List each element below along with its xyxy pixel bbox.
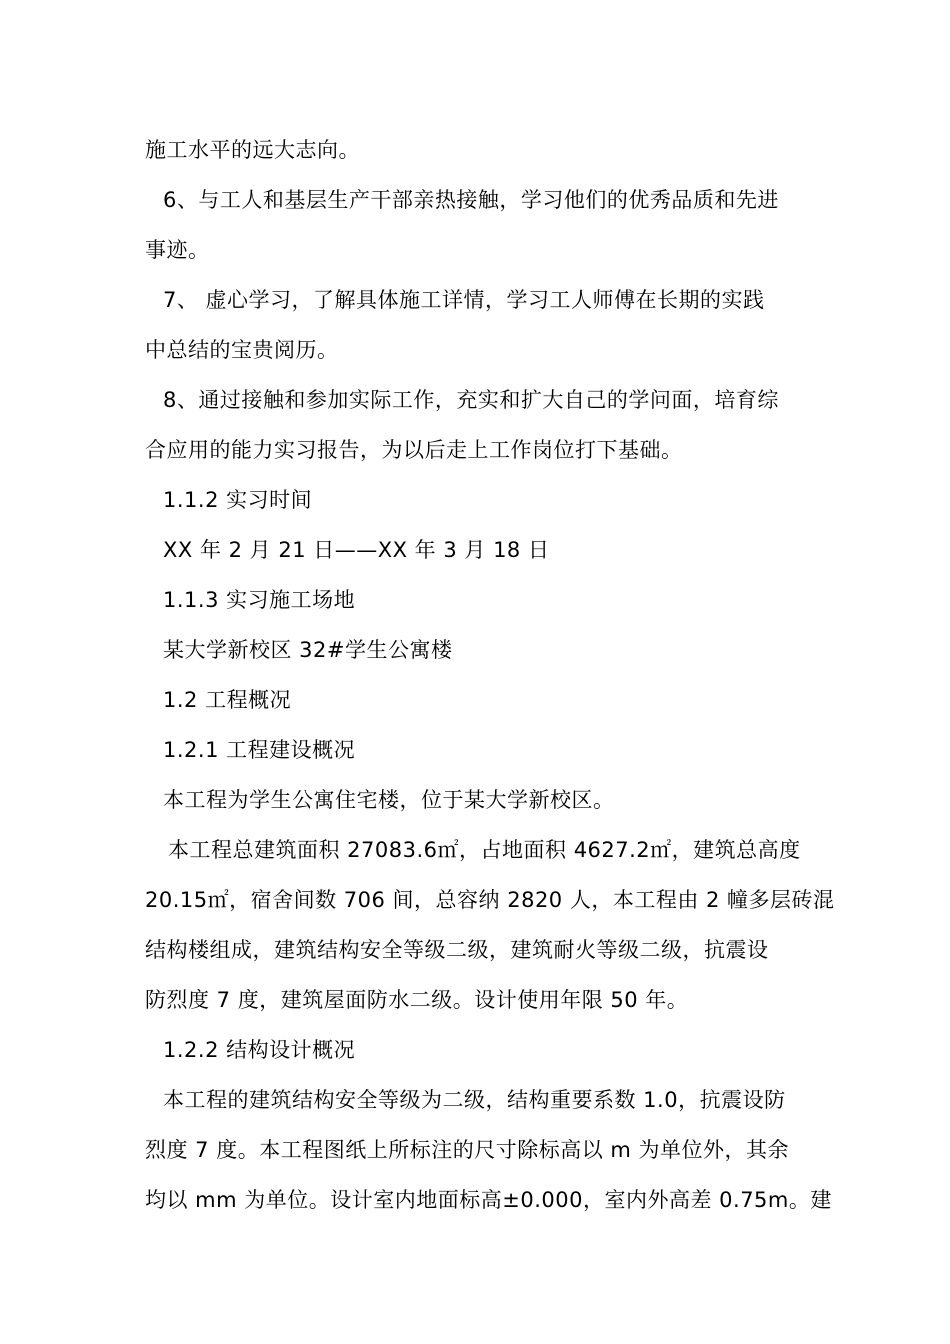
text-line: 本工程的建筑结构安全等级为二级，结构重要系数 1.0，抗震设防 bbox=[163, 1088, 786, 1112]
text-line: 8、通过接触和参加实际工作，充实和扩大自己的学问面，培育综 bbox=[163, 388, 779, 412]
section-heading: 1.2.1 工程建设概况 bbox=[163, 738, 356, 762]
text-line: 中总结的宝贵阅历。 bbox=[145, 338, 339, 362]
section-heading: 1.2 工程概况 bbox=[163, 688, 292, 712]
text-line: 施工水平的远大志向。 bbox=[145, 138, 360, 162]
text-line: 防烈度 7 度，建筑屋面防水二级。设计使用年限 50 年。 bbox=[145, 988, 689, 1012]
text-line: 均以 mm 为单位。设计室内地面标高±0.000，室内外高差 0.75m。建 bbox=[145, 1188, 832, 1212]
text-line: 某大学新校区 32#学生公寓楼 bbox=[163, 638, 453, 662]
text-line: 20.15㎡，宿舍间数 706 间，总容纳 2820 人，本工程由 2 幢多层砖混 bbox=[145, 888, 835, 912]
text-line: XX 年 2 月 21 日——XX 年 3 月 18 日 bbox=[163, 538, 550, 562]
text-line: 本工程总建筑面积 27083.6㎡，占地面积 4627.2㎡，建筑总高度 bbox=[168, 838, 801, 862]
section-heading: 1.1.3 实习施工场地 bbox=[163, 588, 356, 612]
text-line: 事迹。 bbox=[145, 238, 210, 262]
text-line: 7、 虚心学习，了解具体施工详情，学习工人师傅在长期的实践 bbox=[163, 288, 765, 312]
section-heading: 1.1.2 实习时间 bbox=[163, 488, 313, 512]
section-heading: 1.2.2 结构设计概况 bbox=[163, 1038, 356, 1062]
text-line: 结构楼组成，建筑结构安全等级二级，建筑耐火等级二级，抗震设 bbox=[145, 938, 769, 962]
text-line: 合应用的能力实习报告，为以后走上工作岗位打下基础。 bbox=[145, 438, 683, 462]
text-line: 本工程为学生公寓住宅楼，位于某大学新校区。 bbox=[163, 788, 615, 812]
text-line: 6、与工人和基层生产干部亲热接触，学习他们的优秀品质和先进 bbox=[163, 188, 779, 212]
text-line: 烈度 7 度。本工程图纸上所标注的尺寸除标高以 m 为单位外，其余 bbox=[145, 1138, 790, 1162]
